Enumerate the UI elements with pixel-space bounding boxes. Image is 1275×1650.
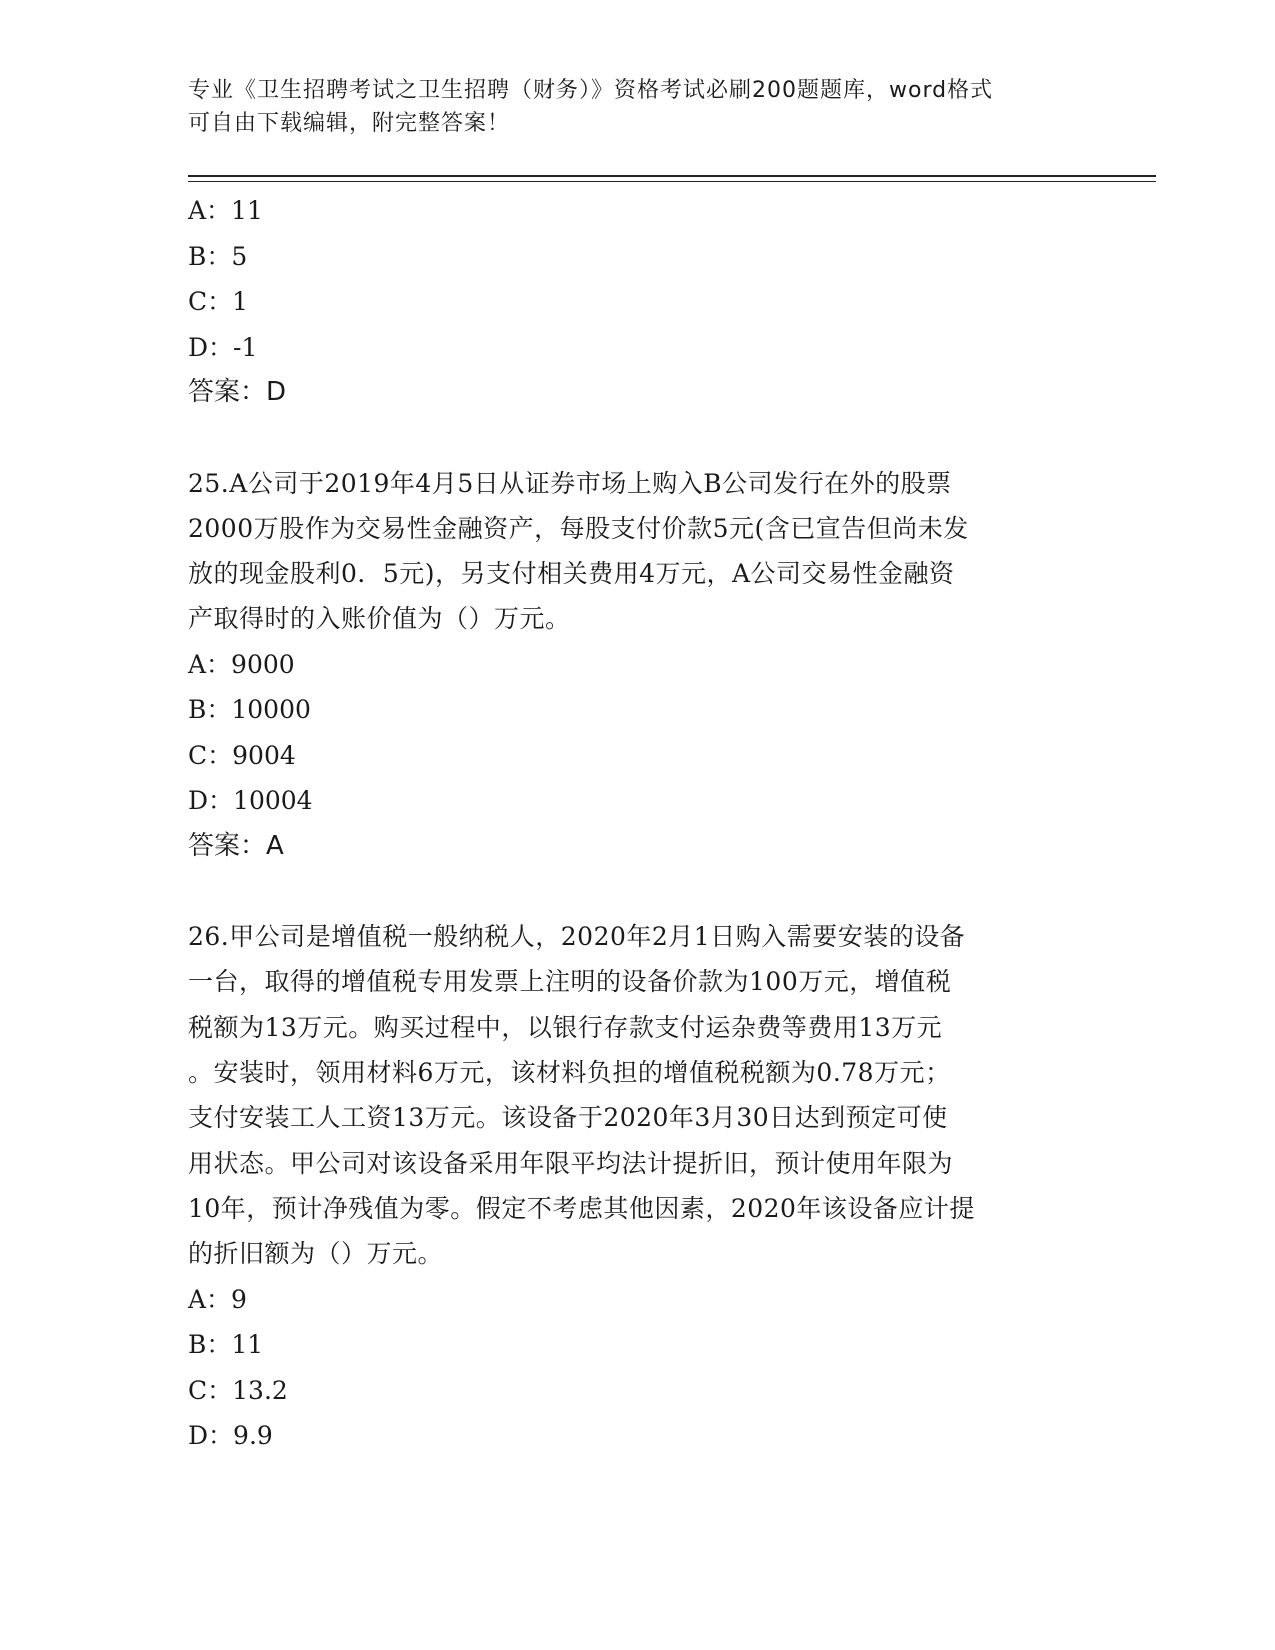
option-b: B：10000 xyxy=(188,695,311,725)
option-d: D：-1 xyxy=(188,332,258,362)
spacer xyxy=(188,869,1088,914)
option-a: A：9 xyxy=(188,1284,247,1314)
question-line: 的折旧额为（）万元。 xyxy=(188,1239,444,1269)
option-b: B：11 xyxy=(188,1330,264,1360)
answer-line: 答案：A xyxy=(188,830,284,861)
question-line: 2000万股作为交易性金融资产，每股支付价款5元(含已宣告但尚未发 xyxy=(188,513,969,543)
question-line: 用状态。甲公司对该设备采用年限平均法计提折旧，预计使用年限为 xyxy=(188,1148,954,1178)
question-block-24 xyxy=(188,188,1088,416)
option-a: A：11 xyxy=(188,196,263,225)
question-text xyxy=(188,461,1088,642)
option-d: D：10004 xyxy=(188,786,313,816)
header-line-1: 专业《卫生招聘考试之卫生招聘（财务）》资格考试必刷200题题库，word格式 xyxy=(188,78,994,103)
header-divider-thick xyxy=(188,175,1156,177)
option-b: B：5 xyxy=(188,241,248,271)
question-content xyxy=(188,188,1088,1459)
question-line: 产取得时的入账价值为（）万元。 xyxy=(188,604,571,634)
question-line: 支付安装工人工资13万元。该设备于2020年3月30日达到预定可使 xyxy=(188,1103,948,1133)
question-line: 。安装时，领用材料6万元，该材料负担的增值税税额为0.78万元； xyxy=(188,1058,951,1088)
option-c: C：1 xyxy=(188,287,249,316)
question-text xyxy=(188,914,1088,1276)
document-header xyxy=(188,74,1068,140)
header-divider-thin xyxy=(188,181,1156,182)
question-block-25 xyxy=(188,461,1088,870)
header-line-2: 可自由下载编辑，附完整答案！ xyxy=(188,111,511,136)
question-block-26 xyxy=(188,914,1088,1458)
option-a: A：9000 xyxy=(188,649,295,679)
answer-line: 答案：D xyxy=(188,377,287,407)
question-line: 税额为13万元。购买过程中，以银行存款支付运杂费等费用13万元 xyxy=(188,1012,943,1042)
option-c: C：9004 xyxy=(188,740,296,770)
question-line: 25.A公司于2019年4月5日从证券市场上购入B公司发行在外的股票 xyxy=(188,468,952,498)
question-line: 26.甲公司是增值税一般纳税人，2020年2月1日购入需要安装的设备 xyxy=(188,922,966,952)
question-line: 10年，预计净残值为零。假定不考虑其他因素，2020年该设备应计提 xyxy=(188,1193,975,1223)
question-line: 放的现金股利0．5元)，另支付相关费用4万元，A公司交易性金融资 xyxy=(188,559,955,589)
option-d: D：9.9 xyxy=(188,1421,273,1451)
question-line: 一台，取得的增值税专用发票上注明的设备价款为100万元，增值税 xyxy=(188,967,952,997)
spacer xyxy=(188,416,1088,461)
option-c: C：13.2 xyxy=(188,1375,288,1405)
